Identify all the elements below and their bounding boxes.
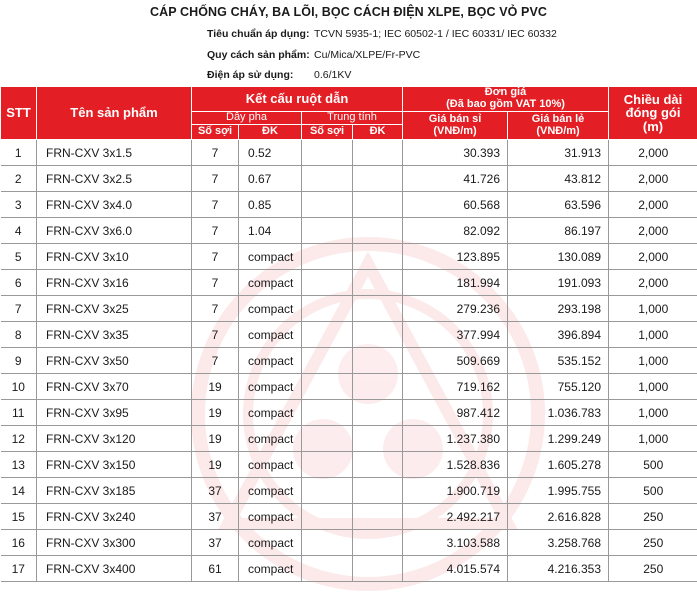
table-row — [1, 452, 697, 478]
cell-neutral-strands — [302, 374, 353, 400]
cell-retail-price: 63.596 — [508, 192, 609, 218]
col-header-wholesale — [403, 112, 508, 140]
price-header-line-2: (Đã bao gồm VAT 10%) — [403, 99, 608, 111]
cell-length: 2,000 — [609, 166, 697, 192]
cell-phase-dk: 0.67 — [239, 166, 302, 192]
cell-wholesale-price: 1.237.380 — [403, 426, 508, 452]
cell-phase-dk: 1.04 — [239, 218, 302, 244]
cell-neutral-strands — [302, 556, 353, 582]
cell-phase-strands: 7 — [192, 270, 239, 296]
cell-length: 2,000 — [609, 270, 697, 296]
cell-neutral-strands — [302, 348, 353, 374]
cell-stt: 9 — [1, 348, 37, 374]
cell-stt: 12 — [1, 426, 37, 452]
table-row — [1, 348, 697, 374]
cell-neutral-strands — [302, 400, 353, 426]
spec-label: Điện áp sử dụng: — [207, 69, 293, 81]
cell-length: 1,000 — [609, 322, 697, 348]
cell-stt: 8 — [1, 322, 37, 348]
table-row — [1, 556, 697, 582]
cell-wholesale-price: 279.236 — [403, 296, 508, 322]
col-header-neutral: Trung tính — [302, 112, 403, 125]
cell-retail-price: 755.120 — [508, 374, 609, 400]
cell-length: 250 — [609, 504, 697, 530]
cell-neutral-strands — [302, 270, 353, 296]
cell-retail-price: 31.913 — [508, 140, 609, 166]
cell-neutral-dk — [353, 504, 403, 530]
cell-wholesale-price: 123.895 — [403, 244, 508, 270]
table-row — [1, 192, 697, 218]
cell-product-name: FRN-CXV 3x50 — [37, 348, 192, 374]
cell-length: 1,000 — [609, 296, 697, 322]
cell-neutral-dk — [353, 244, 403, 270]
cell-stt: 3 — [1, 192, 37, 218]
cell-stt: 14 — [1, 478, 37, 504]
length-header-line-1: Chiều dài — [609, 93, 697, 107]
cell-wholesale-price: 60.568 — [403, 192, 508, 218]
price-table — [0, 86, 697, 582]
cell-retail-price: 4.216.353 — [508, 556, 609, 582]
cell-neutral-dk — [353, 478, 403, 504]
retail-header-line-1: Giá bán lẻ — [508, 114, 608, 126]
cell-product-name: FRN-CXV 3x185 — [37, 478, 192, 504]
col-header-phase-strands: Số sợi — [192, 125, 239, 140]
cell-neutral-strands — [302, 426, 353, 452]
length-header-line-2: đóng gói — [609, 106, 697, 120]
cell-wholesale-price: 509.669 — [403, 348, 508, 374]
table-row — [1, 426, 697, 452]
col-header-product: Tên sản phẩm — [37, 87, 192, 140]
cell-neutral-strands — [302, 192, 353, 218]
cell-stt: 17 — [1, 556, 37, 582]
spec-value: Cu/Mica/XLPE/Fr-PVC — [314, 49, 420, 61]
cell-wholesale-price: 41.726 — [403, 166, 508, 192]
cell-phase-dk: compact — [239, 348, 302, 374]
cell-phase-strands: 7 — [192, 192, 239, 218]
cell-neutral-strands — [302, 322, 353, 348]
col-header-neutral-strands: Số sợi — [302, 125, 353, 140]
cell-phase-strands: 19 — [192, 452, 239, 478]
cell-product-name: FRN-CXV 3x240 — [37, 504, 192, 530]
cell-neutral-strands — [302, 296, 353, 322]
cell-length: 250 — [609, 556, 697, 582]
col-header-neutral-dk: ĐK — [353, 125, 403, 140]
cell-length: 2,000 — [609, 192, 697, 218]
cell-phase-strands: 7 — [192, 348, 239, 374]
cell-neutral-dk — [353, 296, 403, 322]
cell-stt: 6 — [1, 270, 37, 296]
cell-neutral-strands — [302, 478, 353, 504]
cell-stt: 11 — [1, 400, 37, 426]
cell-phase-dk: compact — [239, 452, 302, 478]
cell-product-name: FRN-CXV 3x4.0 — [37, 192, 192, 218]
cell-wholesale-price: 1.900.719 — [403, 478, 508, 504]
cell-retail-price: 3.258.768 — [508, 530, 609, 556]
cell-retail-price: 43.812 — [508, 166, 609, 192]
cell-phase-strands: 7 — [192, 322, 239, 348]
col-header-structure: Kết cấu ruột dẫn — [192, 87, 403, 112]
cell-phase-strands: 61 — [192, 556, 239, 582]
cell-retail-price: 130.089 — [508, 244, 609, 270]
cell-retail-price: 191.093 — [508, 270, 609, 296]
cell-retail-price: 293.198 — [508, 296, 609, 322]
cell-retail-price: 1.995.755 — [508, 478, 609, 504]
cell-product-name: FRN-CXV 3x6.0 — [37, 218, 192, 244]
cell-neutral-dk — [353, 140, 403, 166]
spec-label: Tiêu chuẩn áp dụng: — [207, 28, 309, 40]
cell-retail-price: 535.152 — [508, 348, 609, 374]
col-header-phase-dk: ĐK — [239, 125, 302, 140]
cell-stt: 2 — [1, 166, 37, 192]
cell-length: 1,000 — [609, 426, 697, 452]
cell-phase-dk: compact — [239, 530, 302, 556]
table-row — [1, 374, 697, 400]
cell-product-name: FRN-CXV 3x16 — [37, 270, 192, 296]
cell-phase-strands: 7 — [192, 140, 239, 166]
cell-phase-dk: compact — [239, 296, 302, 322]
cell-wholesale-price: 82.092 — [403, 218, 508, 244]
cell-product-name: FRN-CXV 3x120 — [37, 426, 192, 452]
cell-product-name: FRN-CXV 3x400 — [37, 556, 192, 582]
cell-stt: 13 — [1, 452, 37, 478]
table-row — [1, 296, 697, 322]
cell-stt: 7 — [1, 296, 37, 322]
cell-length: 1,000 — [609, 348, 697, 374]
col-header-retail — [508, 112, 609, 140]
cell-wholesale-price: 30.393 — [403, 140, 508, 166]
cell-product-name: FRN-CXV 3x150 — [37, 452, 192, 478]
wholesale-header-line-1: Giá bán sỉ — [403, 114, 507, 126]
cell-product-name: FRN-CXV 3x2.5 — [37, 166, 192, 192]
cell-phase-dk: compact — [239, 322, 302, 348]
table-row — [1, 478, 697, 504]
cell-product-name: FRN-CXV 3x70 — [37, 374, 192, 400]
col-header-length — [609, 87, 697, 140]
cell-product-name: FRN-CXV 3x25 — [37, 296, 192, 322]
cell-phase-strands: 19 — [192, 426, 239, 452]
cell-stt: 5 — [1, 244, 37, 270]
table-row — [1, 504, 697, 530]
table-row — [1, 140, 697, 166]
cell-phase-strands: 19 — [192, 400, 239, 426]
wholesale-header-line-2: (VNĐ/m) — [403, 126, 507, 138]
cell-retail-price: 1.036.783 — [508, 400, 609, 426]
cell-neutral-dk — [353, 426, 403, 452]
cell-wholesale-price: 719.162 — [403, 374, 508, 400]
cell-neutral-dk — [353, 400, 403, 426]
cell-phase-dk: compact — [239, 478, 302, 504]
cell-neutral-strands — [302, 140, 353, 166]
cell-stt: 10 — [1, 374, 37, 400]
cell-product-name: FRN-CXV 3x35 — [37, 322, 192, 348]
cell-retail-price: 1.605.278 — [508, 452, 609, 478]
cell-retail-price: 396.894 — [508, 322, 609, 348]
table-row — [1, 166, 697, 192]
cell-neutral-dk — [353, 192, 403, 218]
cell-phase-strands: 7 — [192, 218, 239, 244]
cell-neutral-dk — [353, 452, 403, 478]
cell-neutral-strands — [302, 166, 353, 192]
spec-value: 0.6/1KV — [314, 69, 351, 81]
cell-phase-dk: 0.52 — [239, 140, 302, 166]
cell-phase-dk: compact — [239, 270, 302, 296]
cell-phase-strands: 7 — [192, 296, 239, 322]
cell-neutral-dk — [353, 556, 403, 582]
table-row — [1, 530, 697, 556]
cell-neutral-dk — [353, 322, 403, 348]
table-row — [1, 218, 697, 244]
cell-phase-strands: 37 — [192, 504, 239, 530]
cell-wholesale-price: 377.994 — [403, 322, 508, 348]
length-header-line-3: (m) — [609, 120, 697, 134]
cell-phase-dk: compact — [239, 400, 302, 426]
cell-product-name: FRN-CXV 3x10 — [37, 244, 192, 270]
cell-wholesale-price: 181.994 — [403, 270, 508, 296]
cell-neutral-dk — [353, 166, 403, 192]
cell-neutral-dk — [353, 270, 403, 296]
table-row — [1, 270, 697, 296]
cell-retail-price: 2.616.828 — [508, 504, 609, 530]
cell-product-name: FRN-CXV 3x1.5 — [37, 140, 192, 166]
cell-neutral-strands — [302, 218, 353, 244]
cell-phase-strands: 7 — [192, 244, 239, 270]
cell-length: 500 — [609, 452, 697, 478]
cell-product-name: FRN-CXV 3x300 — [37, 530, 192, 556]
cell-product-name: FRN-CXV 3x95 — [37, 400, 192, 426]
cell-stt: 16 — [1, 530, 37, 556]
cell-neutral-strands — [302, 244, 353, 270]
cell-retail-price: 1.299.249 — [508, 426, 609, 452]
cell-stt: 1 — [1, 140, 37, 166]
cell-neutral-dk — [353, 530, 403, 556]
cell-phase-dk: 0.85 — [239, 192, 302, 218]
price-header-line-1: Đơn giá — [403, 87, 608, 99]
cell-phase-dk: compact — [239, 374, 302, 400]
cell-neutral-dk — [353, 374, 403, 400]
cell-wholesale-price: 3.103.588 — [403, 530, 508, 556]
cell-phase-dk: compact — [239, 504, 302, 530]
retail-header-line-2: (VNĐ/m) — [508, 126, 608, 138]
cell-phase-dk: compact — [239, 244, 302, 270]
spec-label: Quy cách sản phẩm: — [207, 49, 310, 61]
cell-stt: 15 — [1, 504, 37, 530]
cell-phase-dk: compact — [239, 426, 302, 452]
cell-stt: 4 — [1, 218, 37, 244]
spec-value: TCVN 5935-1; IEC 60502-1 / IEC 60331/ IEC 60332 — [314, 28, 557, 40]
cell-phase-strands: 37 — [192, 530, 239, 556]
cell-neutral-strands — [302, 530, 353, 556]
cell-length: 250 — [609, 530, 697, 556]
table-row — [1, 244, 697, 270]
cell-neutral-strands — [302, 452, 353, 478]
cell-length: 2,000 — [609, 140, 697, 166]
table-row — [1, 322, 697, 348]
cell-wholesale-price: 987.412 — [403, 400, 508, 426]
cell-length: 500 — [609, 478, 697, 504]
cell-length: 2,000 — [609, 218, 697, 244]
cell-neutral-dk — [353, 348, 403, 374]
cell-neutral-dk — [353, 218, 403, 244]
cell-length: 2,000 — [609, 244, 697, 270]
cell-wholesale-price: 4.015.574 — [403, 556, 508, 582]
table-row — [1, 400, 697, 426]
col-header-phase: Dây pha — [192, 112, 302, 125]
cell-length: 1,000 — [609, 374, 697, 400]
col-header-stt: STT — [1, 87, 37, 140]
cell-phase-strands: 37 — [192, 478, 239, 504]
cell-neutral-strands — [302, 504, 353, 530]
col-header-price — [403, 87, 609, 112]
cell-phase-strands: 19 — [192, 374, 239, 400]
page-title: CÁP CHỐNG CHÁY, BA LÕI, BỌC CÁCH ĐIỆN XLPE, BỌC VỎ PVC — [0, 5, 697, 19]
cell-length: 1,000 — [609, 400, 697, 426]
cell-phase-strands: 7 — [192, 166, 239, 192]
cell-wholesale-price: 2.492.217 — [403, 504, 508, 530]
cell-retail-price: 86.197 — [508, 218, 609, 244]
cell-wholesale-price: 1.528.836 — [403, 452, 508, 478]
cell-phase-dk: compact — [239, 556, 302, 582]
